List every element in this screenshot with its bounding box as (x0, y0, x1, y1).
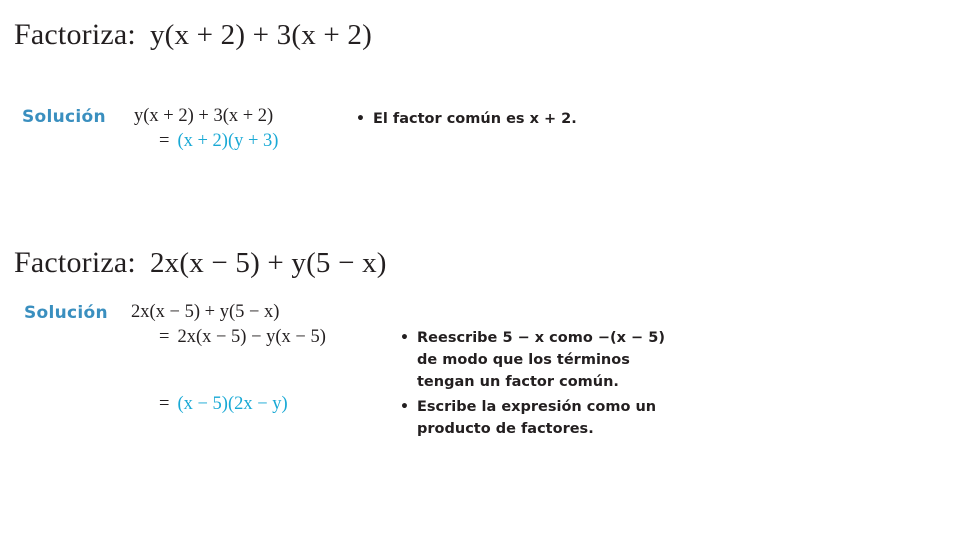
example1-heading-expression: y(x + 2) + 3(x + 2) (149, 19, 372, 51)
example1-note (356, 108, 577, 130)
example2-equals-sign-2: = (159, 394, 170, 414)
example1-solution-label: Solución (22, 107, 106, 127)
example2-heading-label: Factoriza: (14, 246, 136, 279)
example1-equals-sign: = (159, 131, 170, 151)
example2-math-line1: 2x(x − 5) + y(5 − x) (131, 302, 280, 322)
example1-heading (14, 18, 372, 52)
example2-note2 (400, 396, 687, 440)
example1-math-line1: y(x + 2) + 3(x + 2) (134, 106, 274, 126)
example2-solution-label: Solución (24, 303, 108, 323)
example1-heading-label: Factoriza: (14, 18, 136, 51)
example2-note1-text: Reescribe 5 − x como −(x − 5) de modo que los términos tengan un factor común. (417, 330, 665, 390)
example2-equals-sign-1: = (159, 327, 170, 347)
example2-math-line2 (159, 327, 326, 348)
example1-note-bullet: • (356, 111, 365, 127)
example2-factored-result: (x − 5)(2x − y) (177, 394, 288, 414)
example2-note2-bullet: • (400, 399, 409, 415)
example2-heading-expression: 2x(x − 5) + y(5 − x) (149, 247, 387, 279)
example1-math-line2 (159, 131, 278, 152)
example2-math-line3 (159, 394, 288, 415)
example1-factored-result: (x + 2)(y + 3) (177, 131, 279, 151)
example2-note2-text: Escribe la expresión como un producto de factores. (417, 399, 657, 437)
example2-note1-bullet: • (400, 330, 409, 346)
example2-heading (14, 246, 387, 280)
example1-note-text: El factor común es x + 2. (373, 111, 577, 127)
example2-note1 (400, 327, 687, 393)
example2-rewritten-expression: 2x(x − 5) − y(x − 5) (177, 327, 326, 347)
